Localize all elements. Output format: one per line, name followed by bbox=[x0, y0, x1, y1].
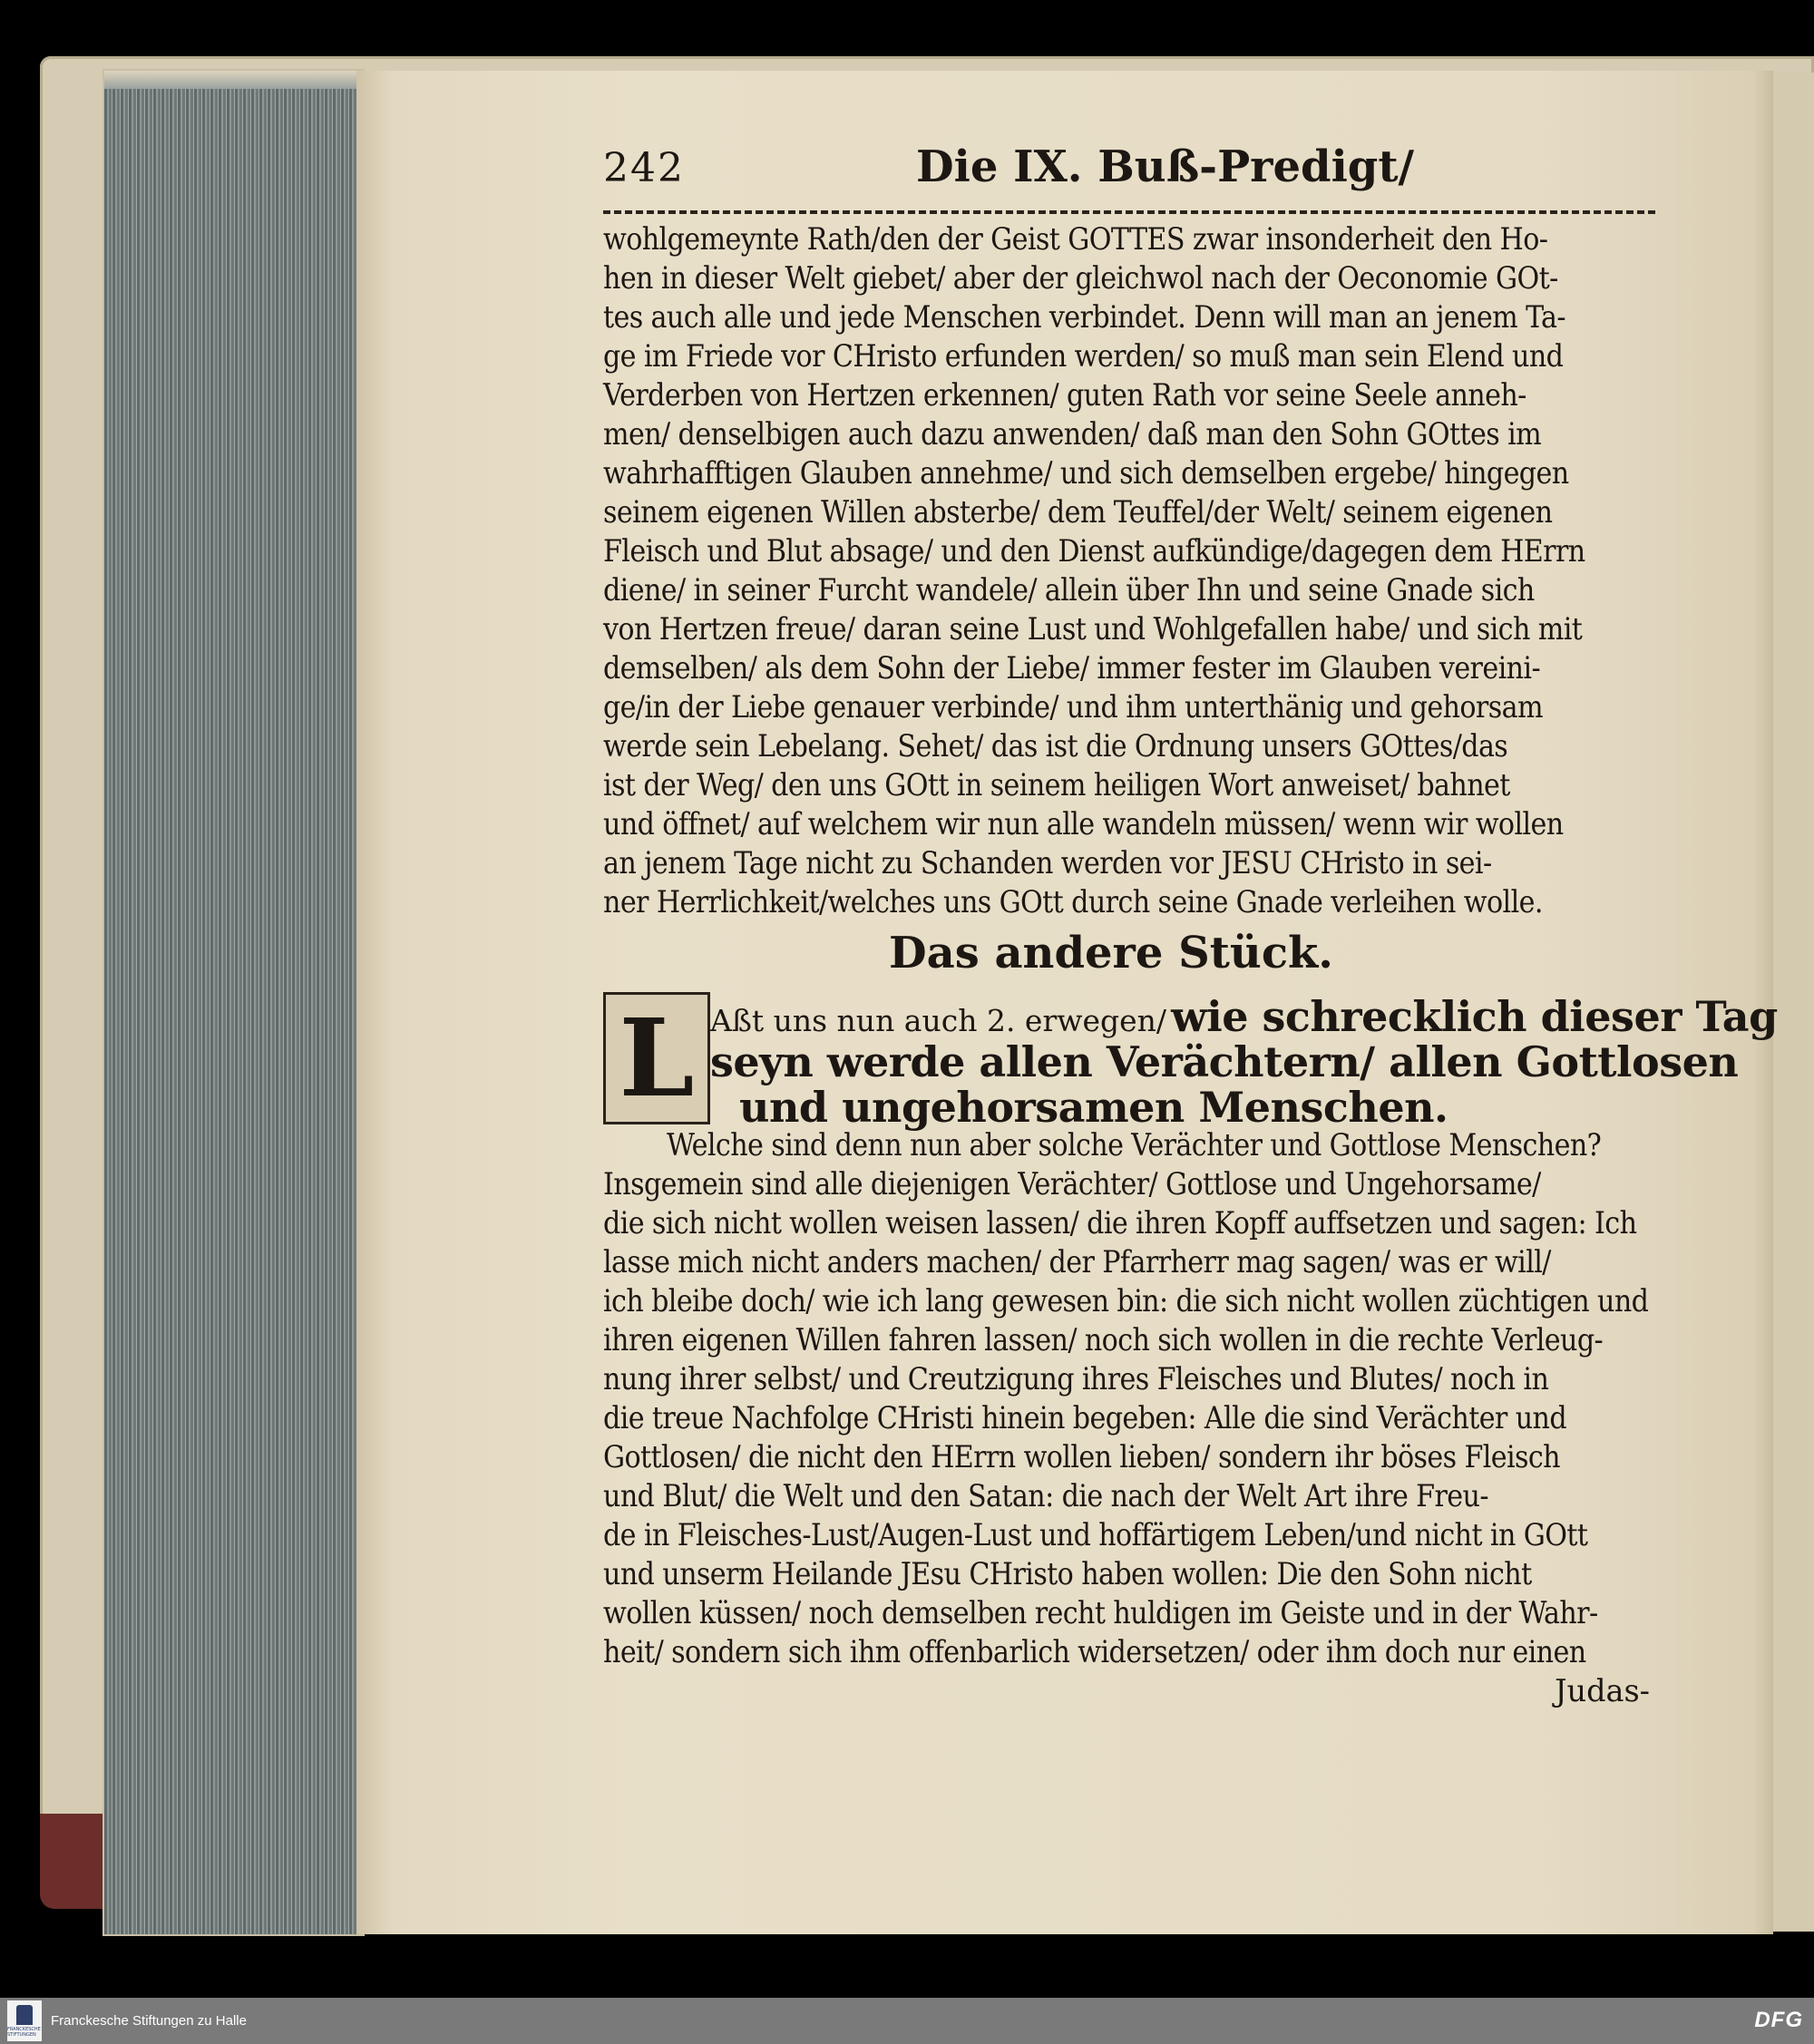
page-block-edges bbox=[104, 71, 363, 1934]
text-line: ich bleibe doch/ wie ich lang gewesen bin: die sich nicht wollen züchtigen und bbox=[603, 1283, 1649, 1319]
text-line: hen in dieser Welt giebet/ aber der gleichwol nach der Oeconomie GOt- bbox=[603, 260, 1558, 296]
logo-text: FRANCKESCHE STIFTUNGEN bbox=[7, 2026, 41, 2038]
paragraph-2 bbox=[603, 1125, 1655, 1671]
text-line: Welche sind denn nun aber solche Verächter und Gottlose Menschen? bbox=[667, 1127, 1602, 1163]
text-line: werde sein Lebelang. Sehet/ das ist die Ordnung unsers GOttes/das bbox=[603, 728, 1508, 764]
running-title: Die IX. Buß-Predigt/ bbox=[916, 141, 1415, 192]
drop-cap-initial: L bbox=[603, 992, 710, 1124]
text-line: tes auch alle und jede Menschen verbindet. Denn will man an jenem Ta- bbox=[603, 299, 1565, 335]
text-line: wollen küssen/ noch demselben recht huldigen im Geiste und in der Wahr- bbox=[603, 1595, 1598, 1630]
page-header bbox=[603, 138, 1655, 201]
text-line: lasse mich nicht anders machen/ der Pfarrherr mag sagen/ was er will/ bbox=[603, 1244, 1551, 1280]
institution-link[interactable]: Franckesche Stiftungen zu Halle bbox=[51, 2013, 247, 2029]
text-line: ner Herrlichkeit/welches uns GOtt durch seine Gnade verleihen wolle. bbox=[603, 884, 1543, 920]
text-line: ist der Weg/ den uns GOtt in seinem heiligen Wort anweiset/ bahnet bbox=[603, 767, 1510, 803]
text-line: von Hertzen freue/ daran seine Lust und Wohlgefallen habe/ und sich mit bbox=[603, 611, 1583, 647]
text-line: seinem eigenen Willen absterbe/ dem Teuffel/der Welt/ seinem eigenen bbox=[603, 494, 1553, 530]
text-line: heit/ sondern sich ihm offenbarlich widersetzen/ oder ihm doch nur einen bbox=[603, 1634, 1586, 1669]
text-line: diene/ in seiner Furcht wandele/ allein über Ihn und seine Gnade sich bbox=[603, 572, 1535, 608]
institution-logo[interactable] bbox=[7, 2000, 42, 2041]
text-line: ge im Friede vor CHristo erfunden werden/ so muß man sein Elend und bbox=[603, 338, 1564, 374]
page-number: 242 bbox=[603, 145, 685, 191]
text-line: ge/in der Liebe genauer verbinde/ und ihm unterthänig und gehorsam bbox=[603, 689, 1543, 725]
text-line: men/ denselbigen auch dazu anwenden/ daß man den Sohn GOttes im bbox=[603, 416, 1542, 452]
dfg-logo[interactable]: DFG bbox=[1754, 2008, 1803, 2032]
initial-line-1 bbox=[710, 992, 1778, 1041]
text-line: die sich nicht wollen weisen lassen/ die ihren Kopff auffsetzen und sagen: Ich bbox=[603, 1205, 1637, 1241]
text-line: und unserm Heilande JEsu CHristo haben wollen: Die den Sohn nicht bbox=[603, 1556, 1532, 1591]
text-line: wohlgemeynte Rath/den der Geist GOTTES zwar insonderheit den Ho- bbox=[603, 221, 1548, 257]
initial-line-2: seyn werde allen Verächtern/ allen Gottlosen bbox=[710, 1037, 1739, 1086]
section-heading: Das andere Stück. bbox=[888, 928, 1334, 978]
text-line: Insgemein sind alle diejenigen Verächter/ Gottlose und Ungehorsame/ bbox=[603, 1166, 1541, 1202]
logo-mark-icon bbox=[16, 2005, 33, 2025]
text-line: Verderben von Hertzen erkennen/ guten Rath vor seine Seele anneh- bbox=[603, 377, 1526, 413]
initial-line-1-large: wie schrecklich dieser Tag bbox=[1171, 992, 1778, 1041]
page-block-top bbox=[104, 71, 363, 89]
text-line: nung ihrer selbst/ und Creutzigung ihres Fleisches und Blutes/ noch in bbox=[603, 1361, 1549, 1397]
initial-line-1-small: Aßt uns nun auch 2. erwegen/ bbox=[710, 1003, 1167, 1038]
page-text bbox=[603, 138, 1778, 1710]
text-line: an jenem Tage nicht zu Schanden werden vor JESU CHristo in sei- bbox=[603, 845, 1492, 881]
text-line: Gottlosen/ die nicht den HErrn wollen lieben/ sondern ihr böses Fleisch bbox=[603, 1439, 1560, 1475]
header-rule bbox=[603, 210, 1655, 214]
initial-paragraph bbox=[603, 985, 1778, 1132]
text-line: demselben/ als dem Sohn der Liebe/ immer fester im Glauben vereini- bbox=[603, 650, 1541, 686]
text-line: und Blut/ die Welt und den Satan: die nach der Welt Art ihre Freu- bbox=[603, 1478, 1488, 1514]
text-line: die treue Nachfolge CHristi hinein begeben: Alle die sind Verächter und bbox=[603, 1400, 1567, 1436]
viewer-footer bbox=[0, 1998, 1814, 2044]
text-line: de in Fleisches-Lust/Augen-Lust und hoffärtigem Leben/und nicht in GOtt bbox=[603, 1517, 1588, 1552]
text-line: Fleisch und Blut absage/ und den Dienst aufkündige/dagegen dem HErrn bbox=[603, 533, 1585, 569]
text-line: wahrhafftigen Glauben annehme/ und sich demselben ergebe/ hingegen bbox=[603, 455, 1569, 491]
paragraph-1 bbox=[603, 219, 1655, 921]
initial-line-3: und ungehorsamen Menschen. bbox=[739, 1083, 1448, 1132]
text-line: und öffnet/ auf welchem wir nun alle wandeln müssen/ wenn wir wollen bbox=[603, 806, 1564, 842]
text-line: ihren eigenen Willen fahren lassen/ noch sich wollen in die rechte Verleug- bbox=[603, 1322, 1604, 1358]
catchword: Judas- bbox=[1555, 1673, 1650, 1708]
